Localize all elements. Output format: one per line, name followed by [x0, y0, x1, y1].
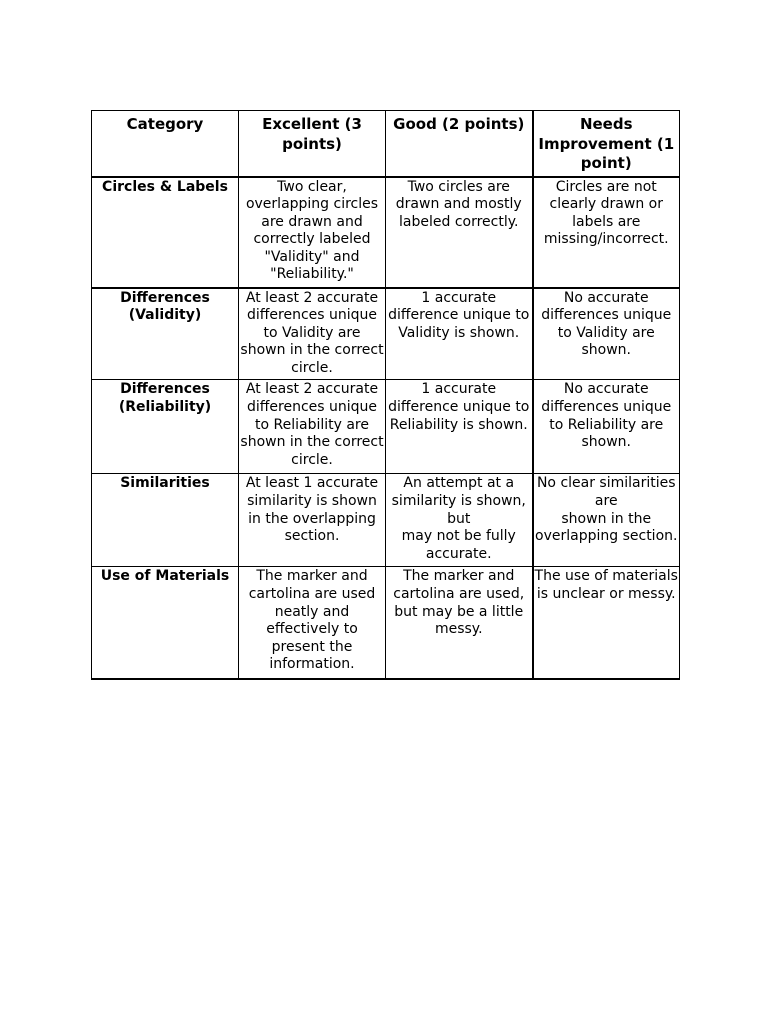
needs-improvement-cell: No accurate differences unique to Validity are shown. — [533, 288, 680, 380]
table-row — [92, 288, 680, 380]
table-row — [92, 474, 680, 567]
needs-improvement-cell: Circles are not clearly drawn or labels are missing/incorrect. — [533, 177, 680, 288]
excellent-cell: At least 2 accurate differences unique to Validity are shown in the correct circle. — [239, 288, 386, 380]
table-row — [92, 567, 680, 679]
good-cell: The marker and cartolina are used, but may be a little messy. — [386, 567, 533, 679]
category-cell: Similarities — [92, 474, 239, 567]
header-good: Good (2 points) — [386, 111, 533, 177]
needs-improvement-cell: No clear similarities are shown in the overlapping section. — [533, 474, 680, 567]
header-excellent: Excellent (3 points) — [239, 111, 386, 177]
table-row — [92, 380, 680, 474]
category-cell: Circles & Labels — [92, 177, 239, 288]
excellent-cell: The marker and cartolina are used neatly and effectively to present the information. — [239, 567, 386, 679]
excellent-cell: At least 2 accurate differences unique to Reliability are shown in the correct circle. — [239, 380, 386, 474]
rubric-table — [91, 110, 680, 680]
header-category: Category — [92, 111, 239, 177]
category-cell: Differences (Validity) — [92, 288, 239, 380]
header-needs-improvement: Needs Improvement (1 point) — [533, 111, 680, 177]
needs-improvement-cell: The use of materials is unclear or messy. — [533, 567, 680, 679]
good-cell: 1 accurate difference unique to Validity is shown. — [386, 288, 533, 380]
table-row — [92, 177, 680, 288]
needs-improvement-cell: No accurate differences unique to Reliability are shown. — [533, 380, 680, 474]
excellent-cell: Two clear, overlapping circles are drawn and correctly labeled "Validity" and "Reliability." — [239, 177, 386, 288]
good-cell: Two circles are drawn and mostly labeled correctly. — [386, 177, 533, 288]
category-cell: Use of Materials — [92, 567, 239, 679]
excellent-cell: At least 1 accurate similarity is shown in the overlapping section. — [239, 474, 386, 567]
good-cell: 1 accurate difference unique to Reliability is shown. — [386, 380, 533, 474]
good-cell: An attempt at a similarity is shown, but may not be fully accurate. — [386, 474, 533, 567]
category-cell: Differences (Reliability) — [92, 380, 239, 474]
header-row — [92, 111, 680, 177]
